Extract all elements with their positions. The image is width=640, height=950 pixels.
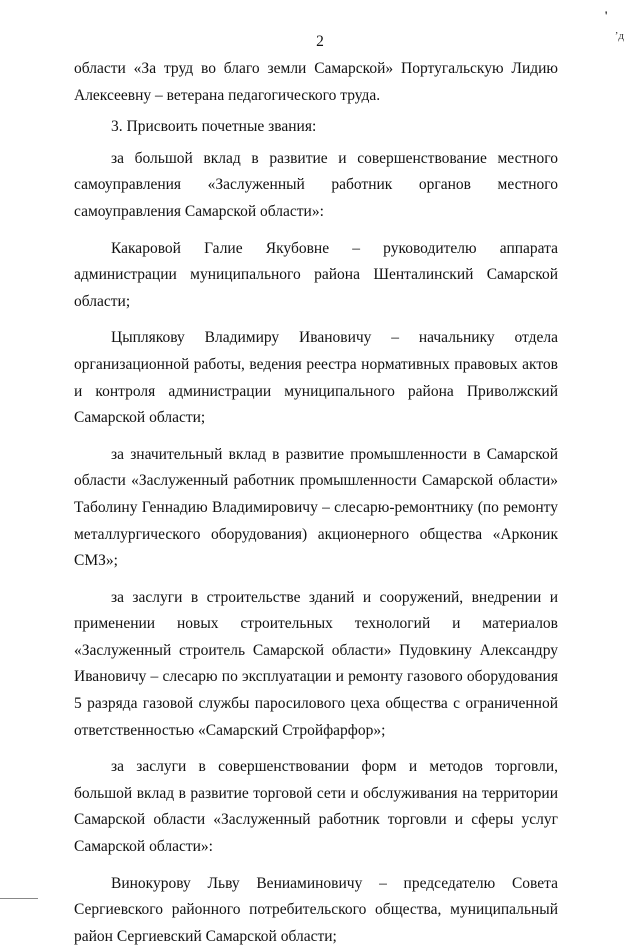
paragraph: за большой вклад в развитие и совершенствование местного самоуправления «Заслуженный работник органов местного самоуправления Самарской области»:	[74, 149, 558, 220]
paragraph: за значительный вклад в развитие промышленности в Самарской области «Заслуженный работник промышленности Самарской области» Таболину Геннадию Владимировичу – слесарю-ремонтнику (по ремонту металлургического оборудования) акционерного общества «Арконик СМЗ»;	[74, 445, 558, 570]
page-number: 2	[316, 33, 324, 50]
paragraph: области «За труд во благо земли Самарской» Португальскую Лидию Алексеевну – ветерана педагогического труда.	[74, 60, 558, 104]
paragraph: за заслуги в совершенствовании форм и методов торговли, большой вклад в развитие торговой сети и обслуживания на территории Самарской области «Заслуженный работник торговли и сферы услуг Самарской области»:	[74, 758, 558, 856]
paragraph: 3. Присвоить почетные звания:	[111, 118, 317, 136]
corner-scan-mark: '	[604, 8, 608, 23]
paragraph: за заслуги в строительстве зданий и сооружений, внедрении и применении новых строительных технологий и материалов «Заслуженный строитель Самарской области» Пудовкину Александру Ивановичу – слесарю по эксплуатации и ремонту газового оборудования 5 разряда газовой службы паросилового цеха общества с ограниченной ответственностью «Самарский Стройфарфор»;	[74, 588, 558, 739]
document-body	[74, 56, 558, 950]
paragraph: Какаровой Галие Якубовне – руководителю аппарата администрации муниципального района Шенталинский Самарской области;	[74, 239, 558, 310]
paragraph: Цыплякову Владимиру Ивановичу – начальнику отдела организационной работы, ведения реестра нормативных правовых актов и контроля администрации муниципального района Приволжский Самарской области;	[74, 329, 558, 427]
paragraph: Винокурову Льву Вениаминовичу – председателю Совета Сергиевского районного потребительского общества, муниципальный район Сергиевский Самарской области;	[74, 874, 558, 945]
corner-scan-mark-secondary: ’д	[614, 30, 624, 42]
scan-edge-line	[0, 898, 38, 899]
